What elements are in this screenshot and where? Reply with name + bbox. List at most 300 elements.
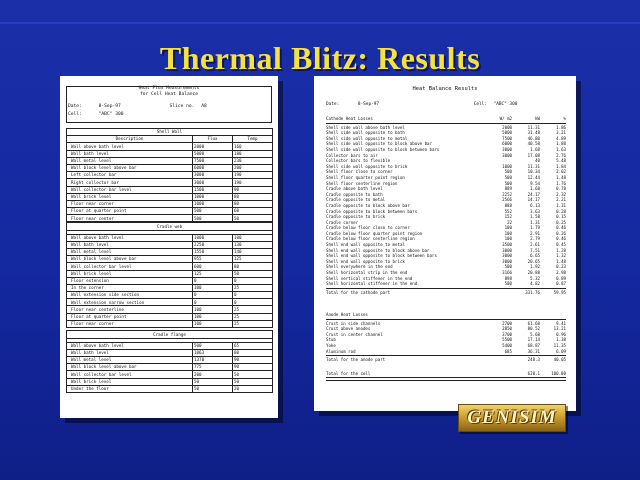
loss-description: Shell horizontal strip in the end xyxy=(326,270,408,276)
flux-section-title: Cradle web xyxy=(67,223,273,230)
loss-flux: 2566 xyxy=(502,197,512,203)
flux-value: 7500 xyxy=(193,157,233,164)
flux-table xyxy=(66,330,273,393)
left-date-value: 8-Sep-97 xyxy=(98,104,121,109)
flux-value: 200 xyxy=(193,371,233,378)
loss-kw: 31.48 xyxy=(527,130,540,136)
loss-flux: 888 xyxy=(504,202,512,208)
cathode-total-row xyxy=(326,290,566,296)
flux-value: 0 xyxy=(193,299,233,306)
loss-percent: 1.31 xyxy=(556,202,566,208)
flux-value: 100 xyxy=(193,320,233,327)
loss-description: Aluminum rod xyxy=(326,348,356,354)
table-row xyxy=(67,385,273,392)
loss-description: Collector bars to flexible xyxy=(326,158,391,164)
loss-kw: 2.61 xyxy=(530,242,540,248)
flux-temp: 0 xyxy=(233,299,273,306)
heat-flux-heading: Heat Flux Measurements xyxy=(138,86,200,91)
loss-kw: 36.31 xyxy=(527,348,540,354)
table-row xyxy=(67,164,273,171)
flux-description: Wall block level above bar xyxy=(67,364,193,371)
right-date-label: Date: xyxy=(326,102,340,107)
table-row xyxy=(67,256,273,263)
table-row xyxy=(67,270,273,277)
left-header-box xyxy=(66,86,272,122)
flux-temp: 50 xyxy=(233,378,273,385)
loss-description: Shell end wall opposite to brick xyxy=(326,258,405,264)
flux-temp: 190 xyxy=(233,179,273,186)
loss-kw: 20.65 xyxy=(527,258,540,264)
loss-percent: 0.28 xyxy=(556,208,566,214)
loss-description: Cradle below floor quarter point region xyxy=(326,230,423,236)
loss-kw: 6.65 xyxy=(530,253,540,259)
loss-kw: 9.54 xyxy=(530,180,540,186)
loss-kw: 6.13 xyxy=(530,202,540,208)
flux-value: 0 xyxy=(193,277,233,284)
loss-flux: 5400 xyxy=(502,342,512,348)
flux-temp: 200 xyxy=(233,164,273,171)
flux-value: 1000 xyxy=(193,234,233,241)
flux-temp: 65 xyxy=(233,342,273,349)
loss-percent: 1.63 xyxy=(556,146,566,152)
anode-rows xyxy=(326,321,566,355)
loss-kw: 1.68 xyxy=(530,186,540,192)
loss-flux: 898 xyxy=(504,275,512,281)
table-row xyxy=(67,143,273,150)
loss-flux: 889 xyxy=(504,186,512,192)
loss-percent: 13.21 xyxy=(553,326,566,332)
heat-balance-title: Heat Balance Results xyxy=(412,86,478,92)
loss-flux: 2850 xyxy=(502,326,512,332)
loss-description: Shell side wall above bath level xyxy=(326,124,405,130)
cathode-section xyxy=(326,116,566,295)
loss-kw: 7.51 xyxy=(530,247,540,253)
flux-description: Wall brick level xyxy=(67,193,193,200)
flux-temp: 80 xyxy=(233,193,273,200)
flux-temp: 90 xyxy=(233,364,273,371)
top-divider-line xyxy=(0,22,640,24)
loss-description: Cradle opposite to block between bars xyxy=(326,208,418,214)
flux-value: 100 xyxy=(193,306,233,313)
loss-kw: 11.31 xyxy=(527,163,540,169)
flux-description: Wall block level above bar xyxy=(67,256,193,263)
loss-description: Shell floor quarter point region xyxy=(326,174,405,180)
left-slice-value: A8 xyxy=(201,104,207,109)
loss-flux: 5000 xyxy=(502,130,512,136)
table-row xyxy=(67,342,273,349)
flux-value: 1500 xyxy=(193,186,233,193)
loss-description: Shell side wall opposite to block between bars xyxy=(326,146,440,152)
cathode-rows xyxy=(326,125,566,287)
flux-value: 5000 xyxy=(193,150,233,157)
loss-description: Shell floor close to corner xyxy=(326,169,393,175)
loss-flux: 500 xyxy=(504,281,512,287)
flux-description: Wall metal level xyxy=(67,356,193,363)
loss-kw: 1.68 xyxy=(530,146,540,152)
list-item xyxy=(326,281,566,287)
flux-temp: 50 xyxy=(233,270,273,277)
flux-temp: 160 xyxy=(233,143,273,150)
anode-section xyxy=(326,312,566,382)
col-b-header: kW xyxy=(535,116,540,121)
loss-percent: 2.76 xyxy=(556,152,566,158)
col-temp-header: Temp xyxy=(233,136,273,143)
loss-percent: 1.48 xyxy=(556,258,566,264)
flux-table xyxy=(66,222,273,328)
flux-description: Wall bath level xyxy=(67,349,193,356)
loss-flux: 100 xyxy=(504,230,512,236)
flux-temp: 80 xyxy=(233,349,273,356)
cathode-total-pct: 59.95 xyxy=(553,289,566,295)
loss-percent: 4.89 xyxy=(556,135,566,141)
loss-description: Crust in center channel xyxy=(326,331,383,337)
flux-value: 955 xyxy=(193,256,233,263)
flux-temp: 25 xyxy=(233,284,273,291)
cell-total-pct: 100.00 xyxy=(551,370,566,376)
loss-description: Shell end wall opposite to block between bars xyxy=(326,253,437,259)
heat-balance-document xyxy=(314,76,576,411)
loss-description: Cradle above bath level xyxy=(326,186,383,192)
table-row xyxy=(67,371,273,378)
loss-flux: 3000 xyxy=(502,146,512,152)
cathode-header-row xyxy=(326,116,566,122)
cell-total-row xyxy=(326,371,566,377)
flux-value: 600 xyxy=(193,263,233,270)
loss-kw: 1.31 xyxy=(530,219,540,225)
table-row xyxy=(67,200,273,207)
right-date-value: 8-Sep-97 xyxy=(357,102,380,107)
cell-total-kw: 620.1 xyxy=(527,370,540,376)
loss-description: Cradle opposite to bath xyxy=(326,191,383,197)
flux-description: Floor extension xyxy=(67,277,193,284)
loss-description: Shell floor centerline region xyxy=(326,180,398,186)
loss-description: Shell side wall opposite to metal xyxy=(326,135,408,141)
flux-value: 50 xyxy=(193,385,233,392)
loss-flux: 500 xyxy=(504,169,512,175)
loss-kw: 11.31 xyxy=(527,124,540,130)
loss-percent: 1.88 xyxy=(556,141,566,147)
loss-flux: 2252 xyxy=(502,191,512,197)
flux-description: Wall metal level xyxy=(67,157,193,164)
flux-description: Wall extension narrow section xyxy=(67,299,193,306)
table-row xyxy=(67,364,273,371)
loss-kw: 3.63 xyxy=(530,208,540,214)
loss-description: Shell end wall opposite to metal xyxy=(326,242,405,248)
flux-temp: 100 xyxy=(233,234,273,241)
loss-percent: 2.02 xyxy=(556,169,566,175)
flux-temp: 80 xyxy=(233,263,273,270)
anode-total-row xyxy=(326,357,566,363)
flux-value: 1000 xyxy=(193,193,233,200)
anode-header-rule xyxy=(326,319,566,320)
loss-percent: 1.84 xyxy=(556,163,566,169)
anode-header: Anode Heat Losses xyxy=(326,312,368,317)
flux-description: Wall brick level xyxy=(67,270,193,277)
loss-flux: 3000 xyxy=(502,152,512,158)
list-item xyxy=(326,349,566,355)
flux-description: Wall collector bar level xyxy=(67,186,193,193)
loss-percent: 0.46 xyxy=(556,225,566,231)
loss-kw: 24.17 xyxy=(527,191,540,197)
loss-description: Collector bars to air xyxy=(326,152,378,158)
loss-flux: 100 xyxy=(504,225,512,231)
loss-kw: 5.32 xyxy=(530,275,540,281)
table-row xyxy=(67,186,273,193)
flux-temp: 130 xyxy=(233,241,273,248)
loss-kw: 10.34 xyxy=(527,169,540,175)
loss-percent: 5.48 xyxy=(556,158,566,164)
table-row xyxy=(67,378,273,385)
flux-value: 3000 xyxy=(193,179,233,186)
loss-description: Shell horizontal stiffener in the end xyxy=(326,281,418,287)
loss-flux: 685 xyxy=(504,348,512,354)
loss-kw: 68.87 xyxy=(527,342,540,348)
flux-description: Wall above bath level xyxy=(67,143,193,150)
flux-value: 1000 xyxy=(193,200,233,207)
table-row xyxy=(67,193,273,200)
flux-value: 100 xyxy=(193,313,233,320)
loss-kw: 40.58 xyxy=(527,141,540,147)
loss-percent: 2.98 xyxy=(556,270,566,276)
loss-description: Shell everywhere in the end xyxy=(326,264,393,270)
flux-section-title: Shell Wall xyxy=(67,129,273,136)
loss-description: Cradle corner xyxy=(326,219,359,225)
flux-value: 2250 xyxy=(193,241,233,248)
loss-flux: 3500 xyxy=(502,242,512,248)
table-row xyxy=(67,157,273,164)
loss-description: Crust in side channels xyxy=(326,320,381,326)
loss-percent: 2.21 xyxy=(556,197,566,203)
anode-total-kw: 248.3 xyxy=(527,357,540,363)
flux-value: 500 xyxy=(193,208,233,215)
loss-kw: 61.68 xyxy=(527,320,540,326)
flux-description: Floor near centerline xyxy=(67,306,193,313)
loss-percent: 1.76 xyxy=(556,180,566,186)
table-row xyxy=(67,306,273,313)
loss-description: Cradle opposite to brick xyxy=(326,214,386,220)
loss-kw: 5.68 xyxy=(530,331,540,337)
flux-temp: 125 xyxy=(233,256,273,263)
loss-percent: 0.87 xyxy=(556,281,566,287)
loss-flux: 100 xyxy=(504,236,512,242)
flux-temp: 0 xyxy=(233,292,273,299)
loss-flux: 2000 xyxy=(502,124,512,130)
loss-description: Cradle below floor close to corner xyxy=(326,225,410,231)
flux-description: Floor near corner xyxy=(67,200,193,207)
loss-percent: 2.32 xyxy=(556,191,566,197)
loss-flux: 7500 xyxy=(502,135,512,141)
flux-temp: 90 xyxy=(233,356,273,363)
loss-percent: 1.32 xyxy=(556,253,566,259)
flux-value: 3000 xyxy=(193,172,233,179)
table-row xyxy=(67,215,273,222)
col-c-header: % xyxy=(563,116,566,121)
loss-percent: 0.89 xyxy=(556,275,566,281)
cathode-total-rule xyxy=(326,288,566,289)
flux-description: Floor at quarter point xyxy=(67,208,193,215)
loss-flux: 500 xyxy=(504,174,512,180)
table-row xyxy=(67,179,273,186)
left-date-label: Date: xyxy=(68,104,82,109)
slide-title: Thermal Blitz: Results xyxy=(159,40,481,76)
flux-temp: 25 xyxy=(233,313,273,320)
flux-description: Floor near corner xyxy=(67,320,193,327)
flux-temp: 0 xyxy=(233,277,273,284)
flux-description: Wall block level above bar xyxy=(67,164,193,171)
flux-table xyxy=(66,128,273,222)
flux-description: Floor at quarter point xyxy=(67,313,193,320)
flux-temp: 25 xyxy=(233,320,273,327)
left-slice-label: Slice no. xyxy=(169,104,195,109)
genisim-logo: GENISIM xyxy=(458,404,566,432)
loss-flux: 6000 xyxy=(502,141,512,147)
flux-description: Wall extension side section xyxy=(67,292,193,299)
table-row xyxy=(67,234,273,241)
loss-description: Cradle opposite to metal xyxy=(326,197,386,203)
loss-percent: 11.35 xyxy=(553,342,566,348)
loss-flux: 22 xyxy=(507,219,512,225)
flux-value: 50 xyxy=(193,378,233,385)
left-header-rule xyxy=(66,122,272,123)
flux-value: 775 xyxy=(193,364,233,371)
flux-temp: 25 xyxy=(233,306,273,313)
loss-percent: 0.45 xyxy=(556,242,566,248)
loss-kw: 1.79 xyxy=(530,225,540,231)
flux-temp: 50 xyxy=(233,371,273,378)
col-description-header: Description xyxy=(67,136,193,143)
loss-flux: 500 xyxy=(504,180,512,186)
loss-flux: 3166 xyxy=(502,270,512,276)
loss-description: Cradle opposite to block above bar xyxy=(326,202,410,208)
loss-kw: 17.08 xyxy=(527,152,540,158)
flux-description: Wall brick level xyxy=(67,378,193,385)
loss-kw: 1.58 xyxy=(530,214,540,220)
flux-temp: 50 xyxy=(233,215,273,222)
flux-value: 500 xyxy=(193,342,233,349)
loss-percent: 0.25 xyxy=(556,219,566,225)
flux-value: 0 xyxy=(193,292,233,299)
loss-kw: 4.82 xyxy=(530,281,540,287)
loss-percent: 0.78 xyxy=(556,186,566,192)
loss-percent: 0.26 xyxy=(556,230,566,236)
cathode-total-kw: 331.76 xyxy=(525,289,540,295)
flux-description: Wall collector bar level xyxy=(67,371,193,378)
cell-total-double-rule xyxy=(326,377,566,380)
loss-flux: 152 xyxy=(504,214,512,220)
loss-flux: 3000 xyxy=(502,258,512,264)
cathode-total-label: Total for the cathode part xyxy=(326,289,391,295)
anode-total-label: Total for the anode part xyxy=(326,357,386,363)
flux-description: Right collector bar xyxy=(67,179,193,186)
flux-value: 1063 xyxy=(193,349,233,356)
left-cell-label: Cell: xyxy=(68,112,82,117)
loss-kw: 17.14 xyxy=(527,337,540,343)
table-row xyxy=(67,241,273,248)
left-cell-value: "ABC" 300 xyxy=(98,112,124,117)
loss-percent: 1.38 xyxy=(556,337,566,343)
flux-temp: 60 xyxy=(233,208,273,215)
right-cell-label: Cell: xyxy=(473,102,487,107)
cathode-header-rule xyxy=(326,123,566,124)
flux-temp: 190 xyxy=(233,172,273,179)
loss-percent: 0.46 xyxy=(556,236,566,242)
loss-percent: 3.21 xyxy=(556,130,566,136)
flux-description: Under the floor xyxy=(67,385,193,392)
anode-header-row xyxy=(326,312,566,318)
table-row xyxy=(67,248,273,255)
loss-description: Stub xyxy=(326,337,336,343)
anode-total-rule xyxy=(326,355,566,356)
loss-kw: 40 xyxy=(535,158,540,164)
loss-flux: 1000 xyxy=(502,163,512,169)
loss-kw: 20.88 xyxy=(527,270,540,276)
heat-flux-document xyxy=(60,76,278,418)
loss-kw: 14.17 xyxy=(527,197,540,203)
loss-description: Yoke xyxy=(326,342,336,348)
table-row xyxy=(67,263,273,270)
flux-description: Wall bath level xyxy=(67,150,193,157)
flux-value: 1550 xyxy=(193,248,233,255)
flux-description: Wall collector bar level xyxy=(67,263,193,270)
loss-description: Shell side wall opposite to bath xyxy=(326,130,405,136)
loss-percent: 0.23 xyxy=(556,264,566,270)
flux-section-title: Cradle flange xyxy=(67,331,273,338)
table-row xyxy=(67,277,273,284)
table-row xyxy=(67,313,273,320)
flux-description: In the corner xyxy=(67,284,193,291)
flux-description: Wall bath level xyxy=(67,241,193,248)
loss-description: Shell vertical stiffener in the end xyxy=(326,275,413,281)
col-flux-header: Flux xyxy=(193,136,233,143)
flux-temp: 80 xyxy=(233,200,273,207)
loss-flux: 3700 xyxy=(502,331,512,337)
loss-flux: 5500 xyxy=(502,337,512,343)
loss-percent: 0.96 xyxy=(556,331,566,337)
flux-description: Wall above bath level xyxy=(67,234,193,241)
loss-percent: 0.15 xyxy=(556,214,566,220)
loss-description: Crust above anodes xyxy=(326,326,371,332)
loss-kw: 2.91 xyxy=(530,230,540,236)
heat-flux-subheading: for Cell Heat Balance xyxy=(139,92,199,97)
cell-total-label: Total for the cell xyxy=(326,370,371,376)
loss-kw: 12.44 xyxy=(527,174,540,180)
loss-description: Shell side wall opposite to block above bar xyxy=(326,141,432,147)
loss-kw: 80.52 xyxy=(527,326,540,332)
flux-temp: 20 xyxy=(233,385,273,392)
loss-percent: 9.41 xyxy=(556,320,566,326)
loss-description: Shell side wall opposite to brick xyxy=(326,163,408,169)
col-a-header: W/ m2 xyxy=(499,116,512,121)
flux-value: 125 xyxy=(193,270,233,277)
flux-value: 500 xyxy=(193,215,233,222)
loss-flux: 2700 xyxy=(502,320,512,326)
loss-percent: 1.48 xyxy=(556,174,566,180)
loss-percent: 1.86 xyxy=(556,124,566,130)
flux-description: Wall metal level xyxy=(67,248,193,255)
loss-flux: 3000 xyxy=(502,247,512,253)
table-row xyxy=(67,172,273,179)
table-row xyxy=(67,150,273,157)
table-row xyxy=(67,320,273,327)
loss-percent: 1.28 xyxy=(556,247,566,253)
table-row xyxy=(67,299,273,306)
cathode-header: Cathode Heat Losses xyxy=(326,116,373,121)
table-row xyxy=(67,349,273,356)
flux-description: Left collector bar xyxy=(67,172,193,179)
flux-value: 1370 xyxy=(193,356,233,363)
loss-flux: 500 xyxy=(504,264,512,270)
loss-kw: 46.80 xyxy=(527,135,540,141)
